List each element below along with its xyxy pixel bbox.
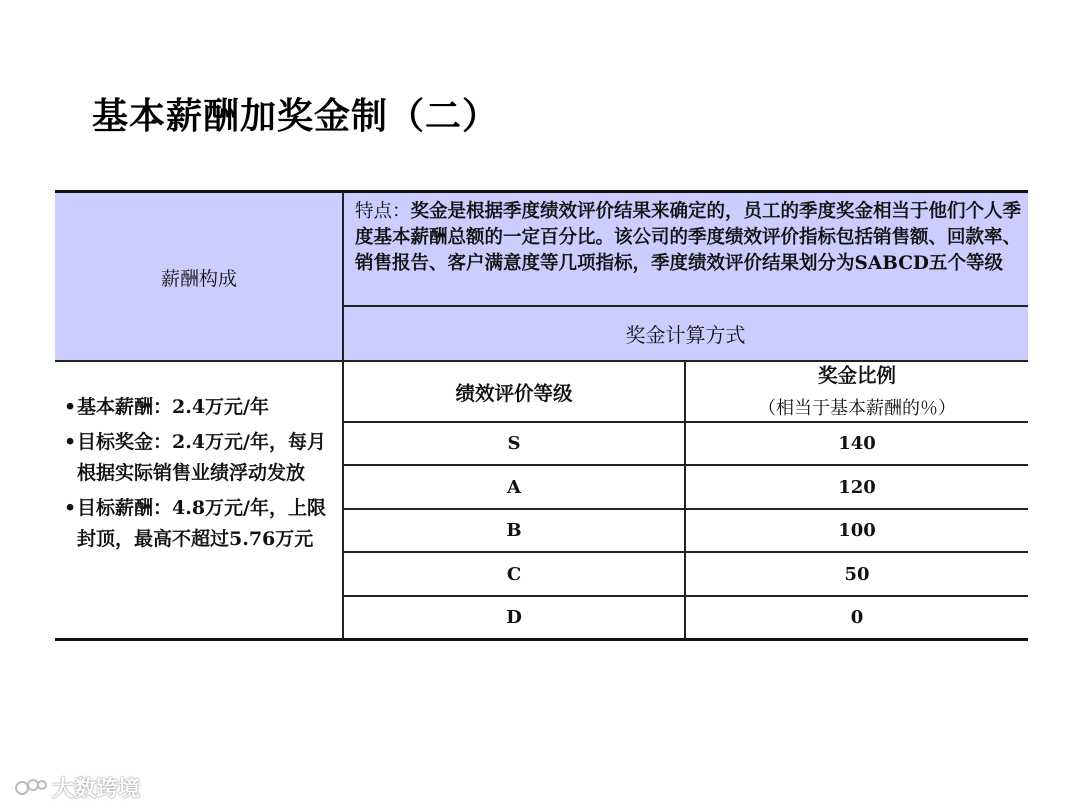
features-text — [355, 199, 1023, 277]
list-item: • 目标奖金：2.4万元/年，每月根据实际销售业绩浮动发放 — [64, 427, 334, 489]
watermark-logo-icon — [14, 776, 48, 800]
features-body: 奖金是根据季度绩效评价结果来确定的，员工的季度奖金相当于他们个人季度基本薪酬总额的一定百分比。该公司的季度绩效评价指标包括销售额、回款率、销售报告、客户满意度等几项指标，季度绩效评价结果划分为SABCD五个等级 — [355, 201, 1022, 274]
bullet-text: 目标奖金：2.4万元/年，每月根据实际销售业绩浮动发放 — [77, 431, 326, 484]
grade-cell: S — [507, 433, 521, 454]
ratio-cell: 120 — [838, 476, 876, 498]
composition-label: 薪酬构成 — [160, 267, 237, 290]
grade-cell: D — [506, 607, 522, 628]
features-lead: 特点： — [355, 201, 411, 222]
calc-method-header: 奖金计算方式 — [625, 323, 746, 347]
watermark-text: 大数跨境 — [52, 777, 141, 802]
ratio-cell: 0 — [850, 607, 864, 628]
watermark — [14, 772, 140, 803]
ratio-column-header — [686, 362, 1028, 421]
bullet-text: 基本薪酬：2.4万元/年 — [77, 396, 269, 418]
ratio-header-title: 奖金比例 — [817, 363, 896, 387]
grade-column-header: 绩效评价等级 — [455, 381, 573, 405]
ratio-cell: 140 — [838, 433, 876, 454]
list-item: • 基本薪酬：2.4万元/年 — [64, 392, 334, 423]
ratio-cell: 100 — [838, 520, 876, 541]
salary-bullets — [64, 392, 334, 559]
ratio-cell: 50 — [844, 563, 870, 585]
grade-cell: A — [507, 476, 521, 498]
grade-cell: C — [506, 563, 522, 585]
ratio-header-subtitle: （相当于基本薪酬的％） — [758, 397, 956, 419]
divider-features — [343, 305, 1028, 307]
list-item: • 目标薪酬：4.8万元/年，上限封顶，最高不超过5.76万元 — [64, 493, 334, 555]
grade-cell: B — [506, 520, 522, 541]
bullet-text: 目标薪酬：4.8万元/年，上限封顶，最高不超过5.76万元 — [77, 497, 326, 550]
table-bottom-border — [55, 638, 1028, 641]
page-title: 基本薪酬加奖金制（二） — [92, 96, 500, 137]
